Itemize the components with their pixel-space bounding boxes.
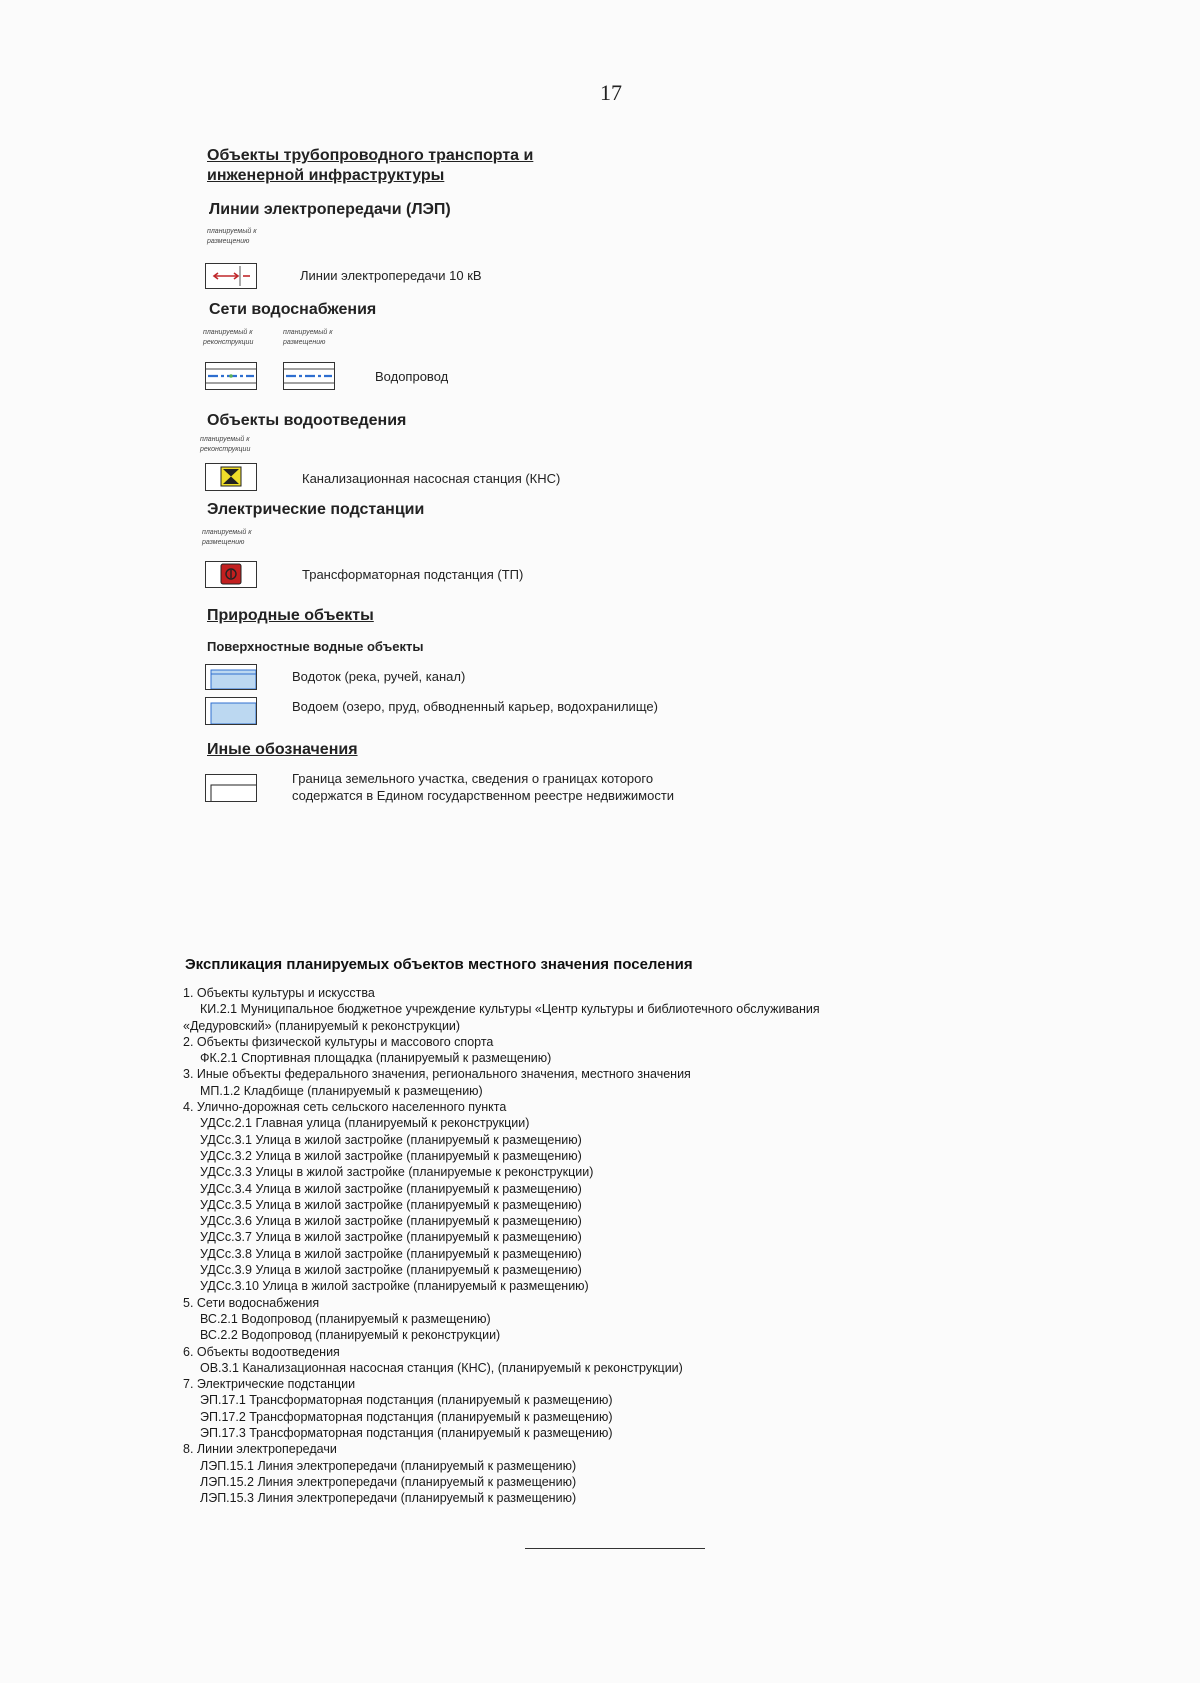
explication-item: ОВ.3.1 Канализационная насосная станция (КНС), (планируемый к реконструкции) bbox=[200, 1360, 683, 1375]
explication-item: УДСс.3.8 Улица в жилой застройке (планируемый к размещению) bbox=[200, 1246, 582, 1261]
reservoir-label: Водоем (озеро, пруд, обводненный карьер, водохранилище) bbox=[292, 699, 658, 714]
surface-water-subtitle: Поверхностные водные объекты bbox=[207, 639, 424, 654]
explication-category: 2. Объекты физической культуры и массового спорта bbox=[183, 1034, 494, 1049]
explication-item: ЭП.17.1 Трансформаторная подстанция (планируемый к размещению) bbox=[200, 1393, 613, 1408]
explication-item: УДСс.3.6 Улица в жилой застройке (планируемый к размещению) bbox=[200, 1214, 582, 1229]
explication-category: 6. Объекты водоотведения bbox=[183, 1344, 340, 1359]
other-designations-title: Иные обозначения bbox=[207, 741, 358, 758]
stream-icon bbox=[206, 665, 256, 689]
explication-category: 7. Электрические подстанции bbox=[183, 1377, 356, 1392]
explication-item: УДСс.3.2 Улица в жилой застройке (планируемый к размещению) bbox=[200, 1148, 582, 1163]
explication-category: 4. Улично-дорожная сеть сельского населенного пункта bbox=[183, 1100, 507, 1115]
explication-item: ФК.2.1 Спортивная площадка (планируемый к размещению) bbox=[200, 1051, 552, 1066]
substation-icon bbox=[206, 562, 256, 587]
explication-item: УДСс.3.9 Улица в жилой застройке (планируемый к размещению) bbox=[200, 1263, 582, 1278]
kns-symbol bbox=[205, 463, 257, 491]
power-line-symbol bbox=[205, 263, 257, 289]
water-supply-note-reconstruction: планируемый к реконструкции bbox=[203, 329, 254, 346]
tp-label: Трансформаторная подстанция (ТП) bbox=[302, 567, 524, 582]
water-pipe-placement-icon bbox=[284, 363, 334, 389]
natural-objects-title: Природные объекты bbox=[207, 607, 374, 624]
reservoir-symbol bbox=[205, 697, 257, 725]
explication-item: ЛЭП.15.3 Линия электропередачи (планируемый к размещению) bbox=[200, 1491, 577, 1506]
explication-category: 1. Объекты культуры и искусства bbox=[183, 986, 375, 1000]
explication-item: УДСс.3.10 Улица в жилой застройке (планируемый к размещению) bbox=[200, 1279, 589, 1294]
power-line-label: Линии электропередачи 10 кВ bbox=[300, 268, 482, 283]
explication-category: 3. Иные объекты федерального значения, регионального значения, местного значения bbox=[183, 1067, 691, 1082]
pump-station-icon bbox=[206, 464, 256, 490]
power-lines-title: Линии электропередачи (ЛЭП) bbox=[209, 201, 451, 218]
reservoir-icon bbox=[206, 698, 256, 724]
water-pipe-reconstruction-icon bbox=[206, 363, 256, 389]
explication-item: КИ.2.1 Муниципальное бюджетное учреждение культуры «Центр культуры и библиотечного обслуживания bbox=[200, 1002, 820, 1017]
substations-note: планируемый к размещению bbox=[202, 529, 252, 546]
explication-item: ЛЭП.15.2 Линия электропередачи (планируемый к размещению) bbox=[200, 1474, 577, 1489]
drainage-note: планируемый к реконструкции bbox=[200, 436, 251, 453]
power-lines-note: планируемый к размещению bbox=[207, 228, 257, 245]
explication-item: ЭП.17.2 Трансформаторная подстанция (планируемый к размещению) bbox=[200, 1409, 613, 1424]
explication-item: УДСс.2.1 Главная улица (планируемый к реконструкции) bbox=[200, 1116, 530, 1131]
footer-divider bbox=[525, 1548, 705, 1549]
explication-item: УДСс.3.5 Улица в жилой застройке (планируемый к размещению) bbox=[200, 1197, 582, 1212]
explication-item: УДСс.3.7 Улица в жилой застройке (планируемый к размещению) bbox=[200, 1230, 582, 1245]
power-line-icon bbox=[206, 264, 256, 288]
water-supply-note-placement: планируемый к размещению bbox=[283, 329, 333, 346]
tp-symbol bbox=[205, 561, 257, 588]
land-boundary-label-2: содержатся в Едином государственном реестре недвижимости bbox=[292, 788, 675, 803]
land-boundary-label-1: Граница земельного участка, сведения о границах которого bbox=[292, 771, 654, 786]
explication-item: ВС.2.1 Водопровод (планируемый к размещению) bbox=[200, 1311, 491, 1326]
drainage-title: Объекты водоотведения bbox=[207, 412, 407, 429]
explication-item: ЭП.17.3 Трансформаторная подстанция (планируемый к размещению) bbox=[200, 1426, 613, 1441]
explication-title: Экспликация планируемых объектов местного значения поселения bbox=[185, 956, 693, 973]
explication-category: 5. Сети водоснабжения bbox=[183, 1295, 320, 1310]
explication-category: 8. Линии электропередачи bbox=[183, 1442, 337, 1457]
stream-label: Водоток (река, ручей, канал) bbox=[292, 669, 466, 684]
explication-item: УДСс.3.4 Улица в жилой застройке (планируемый к размещению) bbox=[200, 1181, 582, 1196]
land-boundary-symbol bbox=[205, 774, 257, 802]
substations-title: Электрические подстанции bbox=[207, 501, 425, 518]
explication-item: ВС.2.2 Водопровод (планируемый к реконструкции) bbox=[200, 1328, 501, 1343]
land-boundary-icon bbox=[206, 775, 256, 801]
explication-item: «Дедуровский» (планируемый к реконструкции) bbox=[183, 1018, 461, 1033]
stream-symbol bbox=[205, 664, 257, 690]
water-supply-title: Сети водоснабжения bbox=[209, 301, 377, 318]
water-pipe-reconstruction-symbol bbox=[205, 362, 257, 390]
explication-item: УДСс.3.1 Улица в жилой застройке (планируемый к размещению) bbox=[200, 1132, 582, 1147]
water-pipe-placement-symbol bbox=[283, 362, 335, 390]
explication-item: УДСс.3.3 Улицы в жилой застройке (планируемые к реконструкции) bbox=[200, 1165, 594, 1180]
water-pipe-label: Водопровод bbox=[375, 369, 449, 384]
page-number: 17 bbox=[600, 80, 622, 105]
explication-list bbox=[183, 985, 983, 1507]
section-title-pipeline: Объекты трубопроводного транспорта и инженерной инфраструктуры bbox=[207, 147, 534, 184]
explication-item: ЛЭП.15.1 Линия электропередачи (планируемый к размещению) bbox=[200, 1458, 577, 1473]
explication-item: МП.1.2 Кладбище (планируемый к размещению) bbox=[200, 1083, 483, 1098]
kns-label: Канализационная насосная станция (КНС) bbox=[302, 471, 561, 486]
